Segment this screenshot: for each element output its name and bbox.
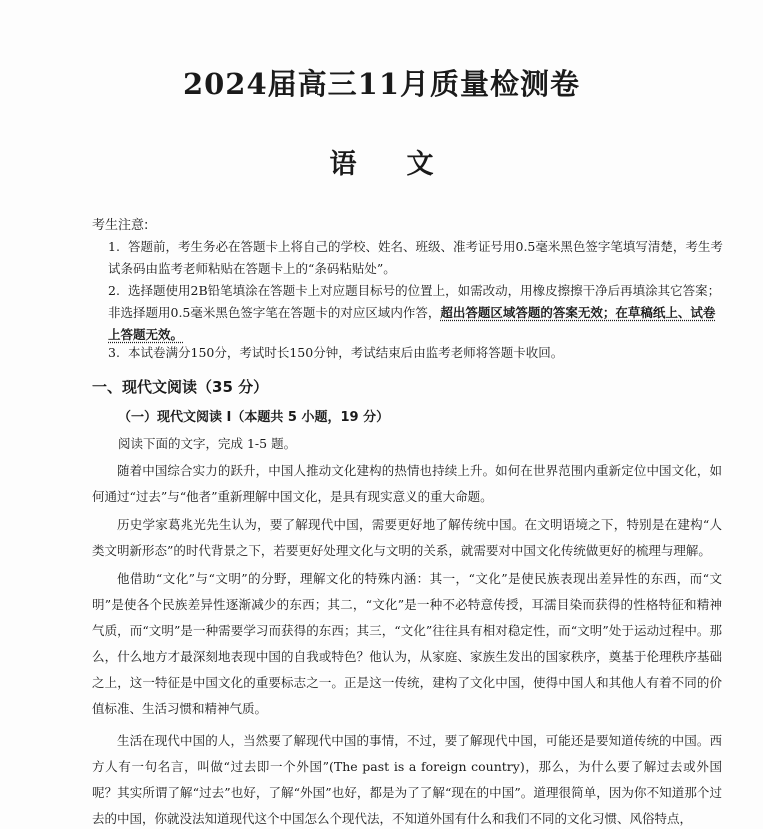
notice-item-emphasis: 超出答题区域答题的答案无效；在草稿纸上、试卷上答题无效。 <box>108 305 716 342</box>
passage-paragraph-2: 历史学家葛兆光先生认为，要了解现代中国，需要更好地了解传统中国。在文明语境之下，特别是在建构“人类文明新形态”的时代背景之下，若要更好处理文化与文明的关系，就需要对中国文化传统做更好的梳理与理解。 <box>92 517 722 558</box>
section-instruction: 阅读下面的文字，完成 1-5 题。 <box>118 436 297 451</box>
notice-item-text: 本试卷满分150分，考试时长150分钟，考试结束后由监考老师将答题卡收回。 <box>128 345 564 360</box>
notice-item-number: 3. <box>108 345 120 360</box>
section-subtitle: （一）现代文阅读 I（本题共 5 小题，19 分） <box>118 410 390 425</box>
subject-char-left: 语 <box>329 149 357 180</box>
notice-item-1 <box>108 236 723 280</box>
passage-paragraph-1: 随着中国综合实力的跃升，中国人推动文化建构的热情也持续上升。如何在世界范围内重新定位中国文化，如何通过“过去”与“他者”重新理解中国文化，是具有现实意义的重大命题。 <box>92 463 722 504</box>
notice-item-number: 1. <box>108 239 120 254</box>
notice-heading: 考生注意: <box>92 218 149 233</box>
section-title: 一、现代文阅读（35 分） <box>92 378 269 396</box>
notice-item-2 <box>108 280 723 346</box>
subject-title <box>0 142 763 181</box>
notice-item-text: 选择题使用2B铅笔填涂在答题卡上对应题目标号的位置上，如需改动，用橡皮擦擦干净后再填涂其它答案；非选择题用0.5毫米黑色签字笔在答题卡的对应区域内作答， <box>108 283 721 320</box>
subject-char-right: 文 <box>406 149 434 180</box>
notice-item-number: 2. <box>108 283 120 298</box>
notice-item-3 <box>108 342 723 364</box>
passage-paragraph-3: 他借助“文化”与“文明”的分野，理解文化的特殊内涵：其一，“文化”是使民族表现出差异性的东西，而“文明”是使各个民族差异性逐渐减少的东西；其二，“文化”是一种不必特意传授，耳濡目染而获得的性格特征和精神气质，而“文明”是一种需要学习而获得的东西；其三，“文化”往往具有相对稳定性，而“文明”处于运动过程中。那么，什么地方才最深刻地表现中国的自我或特色？他认为，从家庭、家族生发出的国家秩序，奠基于伦理秩序基础之上，这一特征是中国文化的重要标志之一。正是这一传统，建构了文化中国，使得中国人和其他人有着不同的价值标准、生活习惯和精神气质。 <box>92 571 722 716</box>
page-title: 2024届高三11月质量检测卷 <box>182 67 581 101</box>
notice-item-text: 答题前，考生务必在答题卡上将自己的学校、姓名、班级、准考证号用0.5毫米黑色签字笔填写清楚，考生考试条码由监考老师粘贴在答题卡上的“条码粘贴处”。 <box>108 239 723 276</box>
passage-paragraph-4: 生活在现代中国的人，当然要了解现代中国的事情，不过，要了解现代中国，可能还是要知道传统的中国。西方人有一句名言，叫做“过去即一个外国”(The past is a foreign country)，那么，为什么要了解过去或外国呢？其实所谓了解“过去”也好，了解“外国”也好，都是为了了解“现在的中国”。道理很简单，因为你不知道那个过去的中国，你就没法知道现代这个中国怎么个现代法，不知道外国有什么和我们不同的文化习惯、风俗特点， <box>92 733 722 826</box>
